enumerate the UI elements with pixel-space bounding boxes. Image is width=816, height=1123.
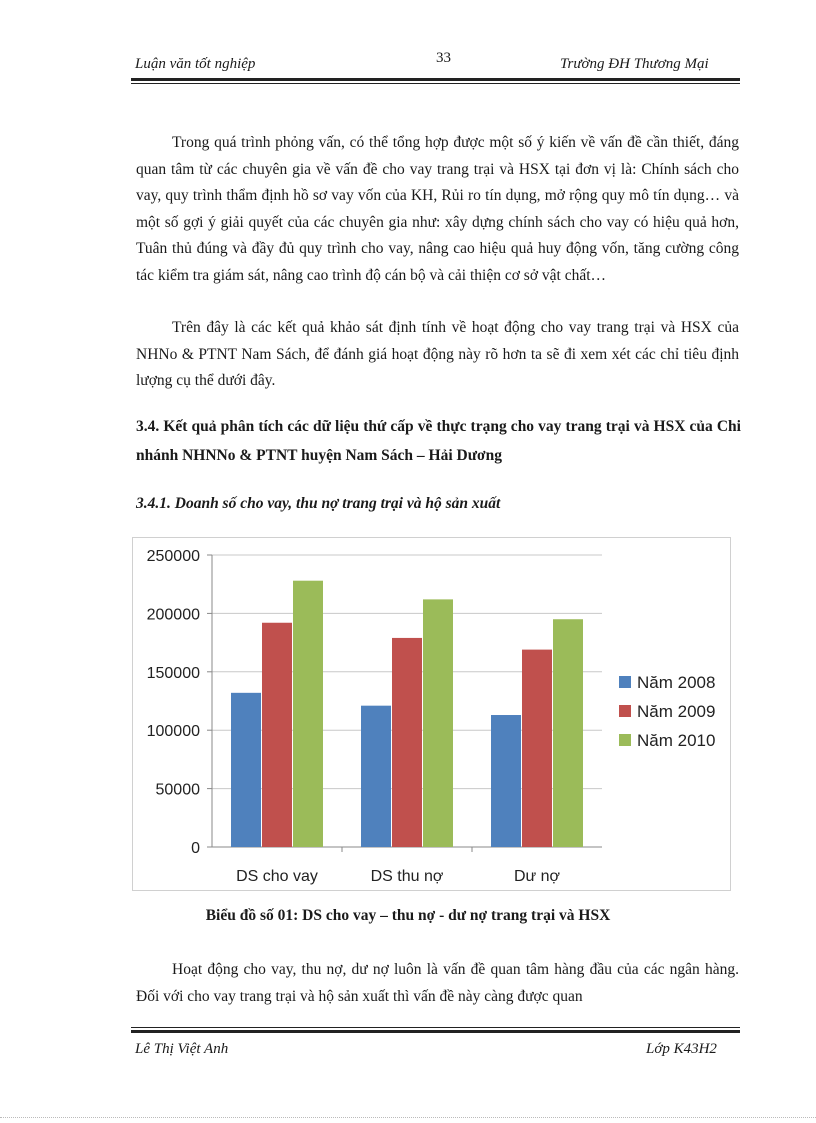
x-tick-label-2: Dư nợ <box>513 868 561 885</box>
bar-1-2 <box>423 599 453 847</box>
section-title: 3.4. Kết quả phân tích các dữ liệu thứ cấp về thực trạng cho vay trang trại và HSX của Chi nhánh NHNNo & PTNT huyện Nam Sách – Hải Dương <box>136 418 741 464</box>
header-rule-thick <box>131 78 740 81</box>
legend-label-0: Năm 2008 <box>637 673 716 692</box>
paragraph-closing-text: Hoạt động cho vay, thu nợ, dư nợ luôn là vấn đề quan tâm hàng đầu của các ngân hàng. Đối với cho vay trang trại và hộ sản xuất thì vấn đề này càng được quan <box>136 961 739 1005</box>
bar-2-0 <box>491 715 521 847</box>
x-tick-label-1: DS thu nợ <box>370 868 444 885</box>
x-tick-label-0: DS cho vay <box>236 868 318 885</box>
y-tick-label-0: 0 <box>191 840 200 857</box>
footer-left: Lê Thị Việt Anh <box>135 1041 229 1057</box>
subsection-title: 3.4.1. Doanh số cho vay, thu nợ trang trại và hộ sản xuất <box>136 495 501 512</box>
y-tick-label-5: 250000 <box>146 548 200 565</box>
paragraph-interview-text: Trong quá trình phỏng vấn, có thể tổng hợp được một số ý kiến về vấn đề cần thiết, đáng quan tâm từ các chuyên gia về vấn đề cho vay trang trại và HSX tại đơn vị là: Chính sách cho vay, quy trình thẩm định hồ sơ vay vốn của KH, Rủi ro tín dụng, mở rộng quy mô tín dụng… và một số gợi ý giải quyết của các chuyên gia như: xây dựng chính sách cho vay có hiệu quả hơn, Tuân thủ đúng và đầy đủ quy trình cho vay, nâng cao hiệu quả huy động vốn, tăng cường công tác kiểm tra giám sát, nâng cao trình độ cán bộ và cải thiện cơ sở vật chất… <box>136 134 739 284</box>
header-left: Luận văn tốt nghiệp <box>135 56 256 72</box>
paragraph-interview <box>136 130 739 289</box>
y-tick-label-4: 200000 <box>146 606 200 624</box>
legend-label-1: Năm 2009 <box>637 702 716 721</box>
legend-swatch-2 <box>619 734 631 746</box>
footer-right: Lớp K43H2 <box>646 1041 717 1057</box>
bar-2-1 <box>522 650 552 847</box>
y-tick-label-3: 150000 <box>146 664 200 682</box>
header-rule-thin <box>131 83 740 84</box>
y-tick-label-1: 50000 <box>155 781 200 799</box>
legend-label-2: Năm 2010 <box>637 731 716 750</box>
bar-1-1 <box>392 638 422 847</box>
page-number: 33 <box>436 50 451 66</box>
legend-swatch-1 <box>619 705 631 717</box>
page-bottom-dotted-line <box>0 1117 816 1118</box>
legend-swatch-0 <box>619 676 631 688</box>
header-right: Trường ĐH Thương Mại <box>560 56 709 72</box>
bar-2-2 <box>553 619 583 847</box>
footer-rule-thick <box>131 1030 740 1033</box>
bar-0-2 <box>293 581 323 847</box>
bar-1-0 <box>361 706 391 847</box>
bar-0-1 <box>262 623 292 847</box>
footer-rule-thin <box>131 1027 740 1028</box>
y-tick-label-2: 100000 <box>146 723 200 741</box>
chart-caption: Biểu đồ số 01: DS cho vay – thu nợ - dư nợ trang trại và HSX <box>205 907 611 924</box>
paragraph-summary <box>136 315 739 395</box>
bar-0-0 <box>231 693 261 847</box>
paragraph-summary-text: Trên đây là các kết quả khảo sát định tính về hoạt động cho vay trang trại và HSX của NHNo & PTNT Nam Sách, để đánh giá hoạt động này rõ hơn ta sẽ đi xem xét các chỉ tiêu định lượng cụ thể dưới đây. <box>136 319 739 389</box>
paragraph-closing <box>136 957 739 1010</box>
bar-chart <box>132 537 732 892</box>
